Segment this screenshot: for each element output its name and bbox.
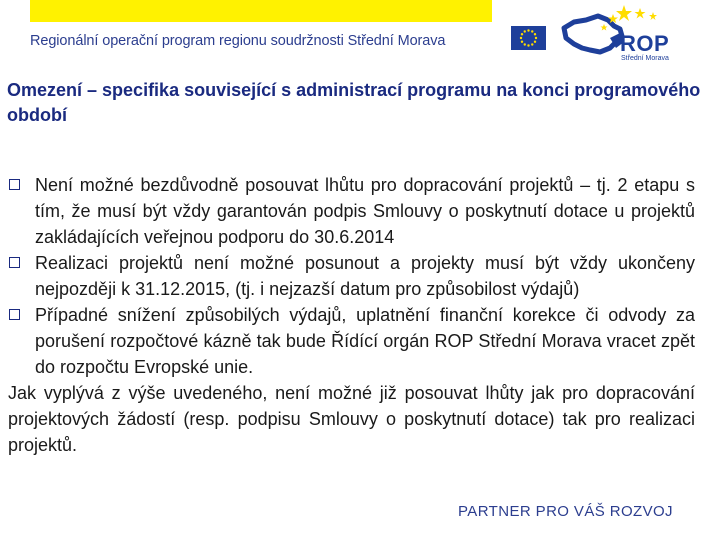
bullet-item [8,250,695,302]
bullet-item [8,302,695,380]
logo-text: ROP [620,31,670,56]
rop-logo [560,2,700,70]
conclusion-paragraph: Jak vyplývá z výše uvedeného, není možné již posouvat lhůty jak pro dopracování projektových žádostí (resp. podpisu Smlouvy o poskytnutí dotace) tak pro realizaci projektů. [8,383,695,455]
header-title: Regionální operační program regionu soudržnosti Střední Morava [30,33,446,49]
bullet-text: Není možné bezdůvodně posouvat lhůtu pro dopracování projektů – tj. 2 etapu s tím, že musí být vždy garantován podpis Smlouvy o poskytnutí dotace u projektů zakládajících veřejnou podporu do 30.6.2014 [35,175,695,247]
header-yellow-bar [30,0,492,22]
checkbox-bullet-icon [9,309,20,320]
checkbox-bullet-icon [9,257,20,268]
bullet-text: Realizaci projektů není možné posunout a projekty musí být vždy ukončeny nejpozději k 31.12.2015, (tj. i nejzazší datum pro způsobilost výdajů) [35,253,695,299]
slide-content [8,172,695,458]
footer-motto: PARTNER PRO VÁŠ ROZVOJ [458,503,673,520]
eu-flag-icon [511,26,546,50]
bullet-item [8,172,695,250]
bullet-text: Případné snížení způsobilých výdajů, uplatnění finanční korekce či odvody za porušení rozpočtové kázně tak bude Řídící orgán ROP Střední Morava vracet zpět do rozpočtu Evropské unie. [35,305,695,377]
slide-title: Omezení – specifika související s administrací programu na konci programového období [7,80,701,125]
logo-subtitle: Střední Morava [621,55,669,62]
checkbox-bullet-icon [9,179,20,190]
